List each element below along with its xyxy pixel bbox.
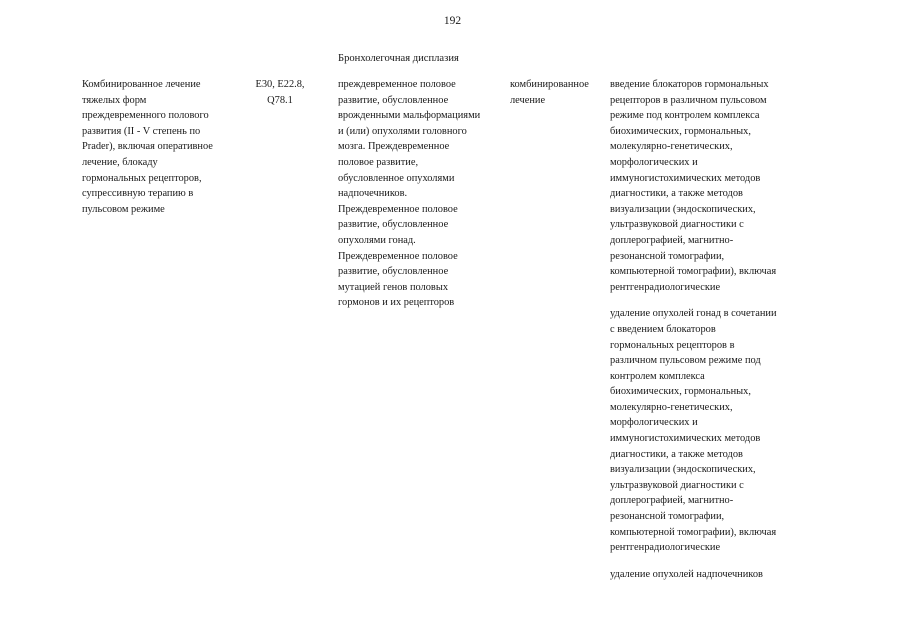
text-line: Преждевременное половое xyxy=(338,203,458,215)
text-line: обусловленное опухолями xyxy=(338,172,455,184)
text-line: Q78.1 xyxy=(267,94,293,106)
text-line: ультразвуковой диагностики с xyxy=(610,219,744,231)
text-line: тяжелых форм xyxy=(82,94,147,106)
text-line: различном пульсовом режиме под xyxy=(610,355,761,367)
text-line: доплерографией, магнитно- xyxy=(610,495,734,507)
text-line: лечение xyxy=(510,94,546,106)
text-line: режиме под контролем комплекса xyxy=(610,110,760,122)
text-line: развитие, обусловленное xyxy=(338,266,449,278)
text-line: компьютерной томографии), включая xyxy=(610,266,777,278)
text-line: развитие, обусловленное xyxy=(338,94,449,106)
text-line: ультразвуковой диагностики с xyxy=(610,479,744,491)
text-line: удаление опухолей гонад в сочетании xyxy=(610,308,777,320)
text-line: мутацией генов половых xyxy=(338,281,449,293)
text-line: Prader), включая оперативное xyxy=(82,141,213,153)
treatment-methods-cell xyxy=(610,77,777,582)
method-paragraph xyxy=(610,567,777,583)
text-line: мозга. Преждевременное xyxy=(338,141,450,153)
icd-code-cell xyxy=(255,77,305,108)
text-line: гормонов и их рецепторов xyxy=(338,297,455,309)
text-line: морфологических и xyxy=(610,156,698,168)
text-line: биохимических, гормональных, xyxy=(610,125,751,137)
text-line: биохимических, гормональных, xyxy=(610,386,751,398)
text-line: контролем комплекса xyxy=(610,370,705,382)
text-line: развитие, обусловленное xyxy=(338,219,449,231)
treatment-name-cell xyxy=(82,77,213,217)
text-line: морфологических и xyxy=(610,417,698,429)
text-line: удаление опухолей надпочечников xyxy=(610,568,763,580)
page-number: 192 xyxy=(443,15,462,27)
text-line: молекулярно-генетических, xyxy=(610,401,733,413)
text-line: и (или) опухолями головного xyxy=(338,125,467,137)
text-line: диагностики, а также методов xyxy=(610,448,743,460)
text-line: диагностики, а также методов xyxy=(610,188,743,200)
method-paragraph xyxy=(610,77,777,295)
text-line: иммуногистохимических методов xyxy=(610,433,761,445)
text-line: визуализации (эндоскопических, xyxy=(610,203,756,215)
text-line: молекулярно-генетических, xyxy=(610,141,733,153)
text-line: резонансной томографии, xyxy=(610,250,725,262)
text-line: развития (II - V степень по xyxy=(82,125,201,137)
text-line: компьютерной томографии), включая xyxy=(610,526,777,538)
text-line: гормональных рецепторов, xyxy=(82,172,202,184)
method-paragraph xyxy=(610,306,777,556)
patient-model-cell xyxy=(338,77,480,311)
text-line: Комбинированное лечение xyxy=(82,79,201,90)
text-line: с введением блокаторов xyxy=(610,323,716,335)
text-line: комбинированное xyxy=(510,79,589,90)
section-title: Бронхолегочная дисплазия xyxy=(338,53,459,64)
text-line: врожденными мальформациями xyxy=(338,110,481,122)
text-line: рентгенрадиологические xyxy=(610,281,721,293)
text-line: иммуногистохимических методов xyxy=(610,172,761,184)
text-line: доплерографией, магнитно- xyxy=(610,234,734,246)
text-line: надпочечников. xyxy=(338,188,408,200)
text-line: резонансной томографии, xyxy=(610,511,725,523)
text-line: визуализации (эндоскопических, xyxy=(610,464,756,476)
text-line: преждевременное половое xyxy=(338,79,456,90)
text-line: введение блокаторов гормональных xyxy=(610,79,769,90)
text-line: супрессивную терапию в xyxy=(82,188,194,200)
text-line: E30, E22.8, xyxy=(255,79,305,90)
text-line: пульсовом режиме xyxy=(82,203,165,215)
text-line: Преждевременное половое xyxy=(338,250,458,262)
text-line: половое развитие, xyxy=(338,156,419,168)
text-line: преждевременного полового xyxy=(82,110,209,122)
text-line: рецепторов в различном пульсовом xyxy=(610,94,767,106)
text-line: лечение, блокаду xyxy=(82,156,158,168)
text-line: рентгенрадиологические xyxy=(610,542,721,554)
text-line: гормональных рецепторов в xyxy=(610,339,735,351)
text-line: опухолями гонад. xyxy=(338,234,416,246)
treatment-type-cell xyxy=(510,77,589,108)
